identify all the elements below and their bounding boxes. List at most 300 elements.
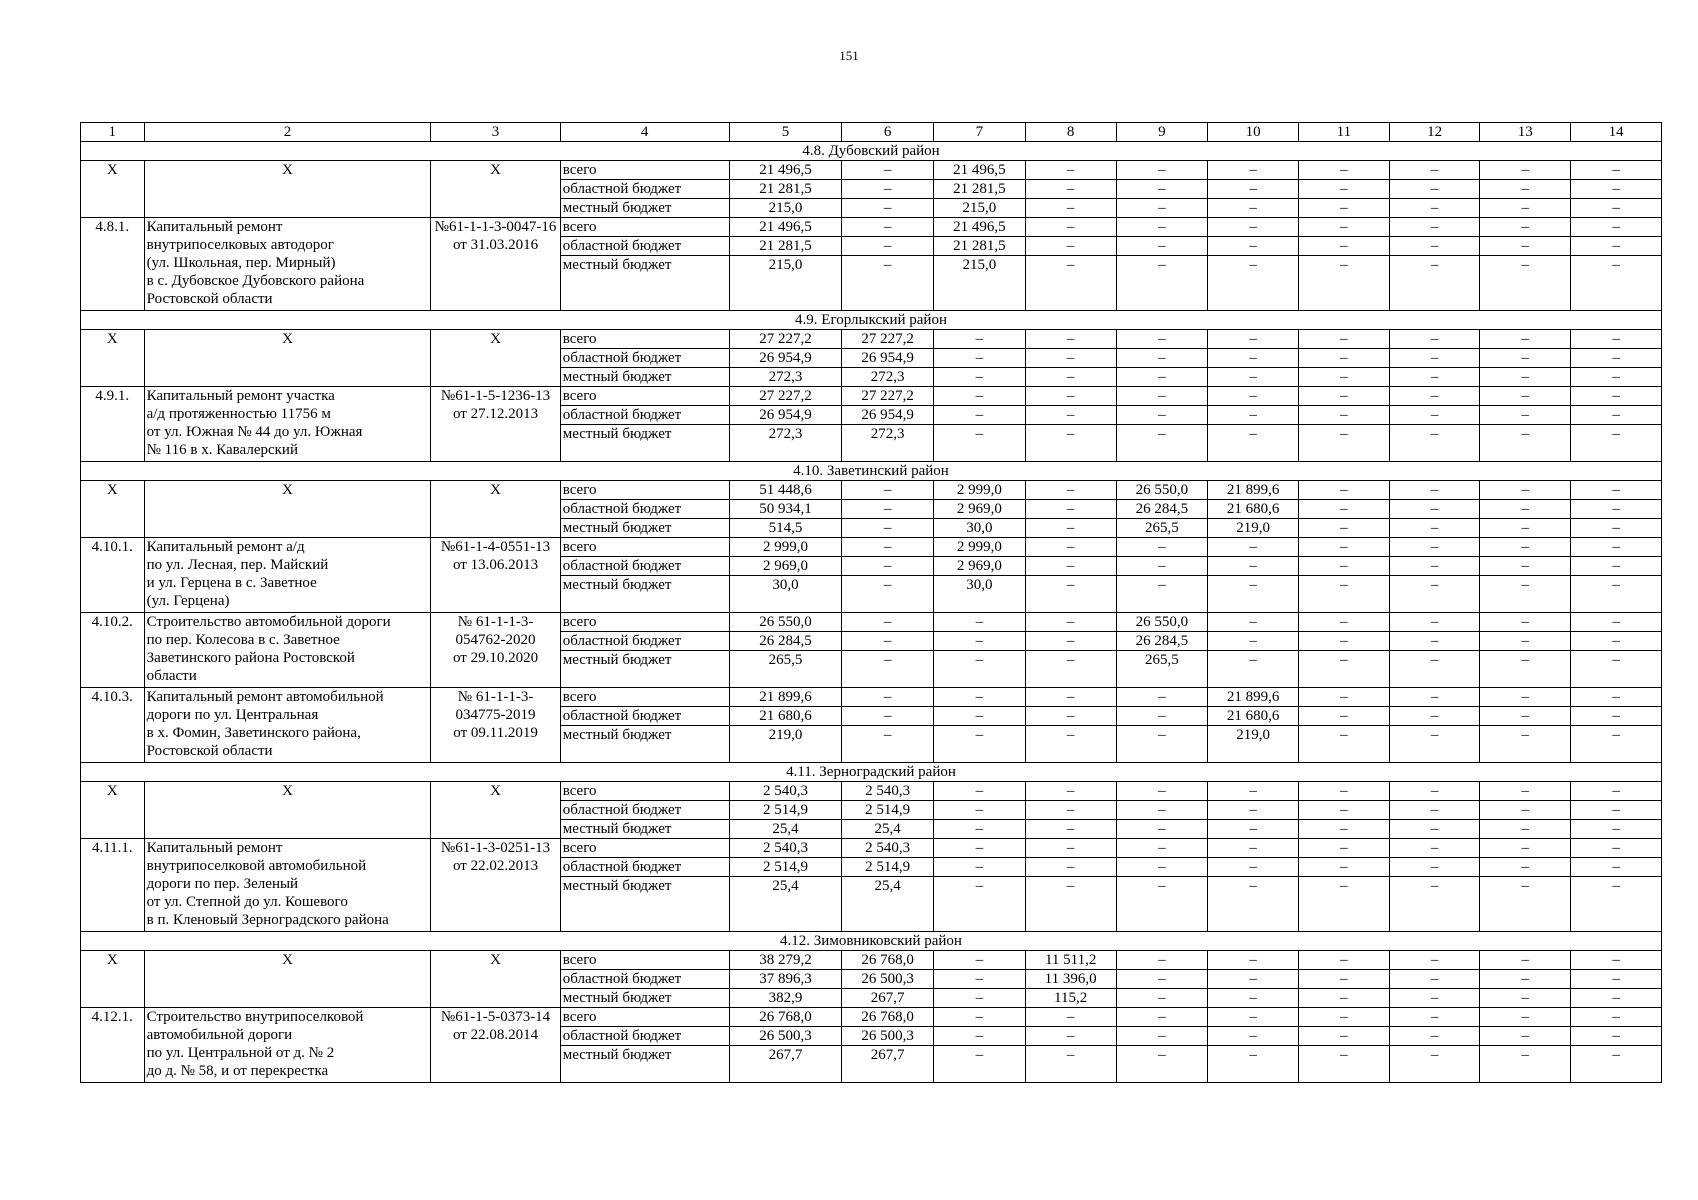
value-cell: 2 969,0 [934,557,1026,576]
value-cell: – [1025,387,1116,406]
value-cell: – [934,970,1026,989]
table-row [81,613,1662,632]
item-name-line: Х [282,331,293,347]
value-cell: 27 227,2 [842,387,934,406]
value-cell: – [1299,349,1390,368]
value-cell: – [1299,538,1390,557]
value-cell: – [1299,161,1390,180]
value-cell: – [1299,576,1390,613]
budget-source-label: областной бюджет [560,970,729,989]
value-cell: – [1389,237,1480,256]
value-cell: – [842,519,934,538]
value-cell: – [1208,576,1299,613]
value-cell: 219,0 [729,726,842,763]
value-cell: – [1480,425,1571,462]
value-cell: – [1571,557,1662,576]
item-number: 4.10.3. [81,688,145,763]
value-cell: – [1571,801,1662,820]
value-cell: – [1389,330,1480,349]
value-cell: – [1116,1027,1208,1046]
value-cell: – [1208,820,1299,839]
value-cell: – [934,651,1026,688]
value-cell: – [934,877,1026,932]
item-name-line: Х [282,952,293,968]
document-reference [431,481,560,538]
value-cell: – [1571,1008,1662,1027]
value-cell: – [1480,951,1571,970]
value-cell: 2 540,3 [842,782,934,801]
value-cell: – [1389,858,1480,877]
value-cell: – [1389,613,1480,632]
value-cell: – [842,481,934,500]
value-cell: – [1571,820,1662,839]
value-cell: – [1571,349,1662,368]
section-title: 4.10. Заветинский район [81,462,1662,481]
value-cell: – [1299,199,1390,218]
table-row [81,387,1662,406]
value-cell: – [842,613,934,632]
value-cell: – [1299,387,1390,406]
value-cell: – [1389,368,1480,387]
value-cell: – [1389,951,1480,970]
value-cell: – [1116,161,1208,180]
value-cell: – [1299,368,1390,387]
value-cell: – [1208,406,1299,425]
value-cell: – [1025,519,1116,538]
value-cell: 2 514,9 [842,858,934,877]
budget-source-label: всего [560,161,729,180]
value-cell: – [1480,877,1571,932]
value-cell: – [1025,688,1116,707]
value-cell: – [842,218,934,237]
column-header: 13 [1480,123,1571,142]
value-cell: – [1025,839,1116,858]
value-cell: – [1025,406,1116,425]
value-cell: – [1116,425,1208,462]
section-row [81,763,1662,782]
value-cell: – [1480,199,1571,218]
value-cell: – [1208,387,1299,406]
value-cell: – [1571,651,1662,688]
section-row [81,142,1662,161]
item-name [144,218,431,311]
value-cell: – [1208,651,1299,688]
value-cell: 26 500,3 [842,970,934,989]
document-reference [431,782,560,839]
document-reference-line: № 61-1-1-3- [457,614,534,630]
value-cell: – [934,632,1026,651]
value-cell: – [842,557,934,576]
value-cell: – [1299,256,1390,311]
value-cell: – [934,368,1026,387]
value-cell: – [1299,989,1390,1008]
item-number: 4.11.1. [81,839,145,932]
item-number: 4.12.1. [81,1008,145,1083]
item-name-line: дороги по ул. Центральная [146,707,319,723]
section-row [81,462,1662,481]
value-cell: – [842,500,934,519]
value-cell: – [1208,613,1299,632]
value-cell: – [1389,820,1480,839]
value-cell: – [842,576,934,613]
value-cell: 25,4 [842,877,934,932]
value-cell: – [1299,406,1390,425]
value-cell: – [1116,557,1208,576]
value-cell: 26 768,0 [842,1008,934,1027]
document-reference [431,330,560,387]
value-cell: – [1025,481,1116,500]
value-cell: – [934,858,1026,877]
item-name-line: Капитальный ремонт а/д [146,539,305,555]
value-cell: – [1299,632,1390,651]
section-title: 4.12. Зимовниковский район [81,932,1662,951]
value-cell: – [842,256,934,311]
value-cell: – [1480,820,1571,839]
value-cell: – [934,349,1026,368]
value-cell: – [842,651,934,688]
value-cell: – [1116,1046,1208,1083]
item-name-line: Х [282,783,293,799]
value-cell: – [842,161,934,180]
value-cell: – [1571,199,1662,218]
value-cell: – [1571,951,1662,970]
header-row [81,123,1662,142]
value-cell: – [1389,481,1480,500]
value-cell: – [1480,481,1571,500]
value-cell: – [1208,951,1299,970]
item-name [144,330,431,387]
budget-source-label: местный бюджет [560,820,729,839]
section-title: 4.11. Зерноградский район [81,763,1662,782]
value-cell: 26 954,9 [729,406,842,425]
value-cell: – [1571,1027,1662,1046]
item-name-line: в п. Кленовый Зерноградского района [146,912,389,928]
value-cell: – [1116,970,1208,989]
value-cell: – [1480,839,1571,858]
value-cell: 2 999,0 [729,538,842,557]
item-name-line: в с. Дубовское Дубовского района [146,273,365,289]
value-cell: – [1480,782,1571,801]
value-cell: – [1116,782,1208,801]
budget-source-label: всего [560,218,729,237]
value-cell: 26 550,0 [729,613,842,632]
value-cell: – [1571,726,1662,763]
value-cell: – [1389,500,1480,519]
value-cell: 514,5 [729,519,842,538]
table-row [81,951,1662,970]
value-cell: 26 768,0 [729,1008,842,1027]
value-cell: – [1025,368,1116,387]
value-cell: 27 227,2 [729,387,842,406]
document-reference-line: от 09.11.2019 [453,725,538,741]
value-cell: 2 999,0 [934,481,1026,500]
budget-source-label: местный бюджет [560,877,729,932]
value-cell: – [1571,613,1662,632]
value-cell: 38 279,2 [729,951,842,970]
section-title: 4.8. Дубовский район [81,142,1662,161]
value-cell: – [1571,519,1662,538]
value-cell: – [1389,387,1480,406]
value-cell: – [1571,387,1662,406]
value-cell: – [1208,557,1299,576]
value-cell: – [1025,500,1116,519]
value-cell: 21 680,6 [1208,500,1299,519]
item-name-line: в х. Фомин, Заветинского района, [146,725,361,741]
document-reference-line: №61-1-5-0373-14 [440,1009,551,1025]
value-cell: – [1025,858,1116,877]
value-cell: – [1025,632,1116,651]
value-cell: – [1571,368,1662,387]
column-header: 2 [144,123,431,142]
section-row [81,932,1662,951]
item-name-line: Строительство автомобильной дороги [146,614,391,630]
table-row [81,782,1662,801]
budget-source-label: областной бюджет [560,557,729,576]
budget-source-label: областной бюджет [560,1027,729,1046]
value-cell: – [1299,500,1390,519]
budget-source-label: местный бюджет [560,425,729,462]
document-reference [431,161,560,218]
budget-source-label: областной бюджет [560,801,729,820]
value-cell: 25,4 [729,820,842,839]
column-header: 5 [729,123,842,142]
value-cell: – [1299,858,1390,877]
value-cell: – [1389,970,1480,989]
budget-source-label: областной бюджет [560,180,729,199]
value-cell: – [1208,330,1299,349]
value-cell: 21 680,6 [729,707,842,726]
value-cell: – [842,237,934,256]
item-name [144,481,431,538]
value-cell: – [1208,256,1299,311]
item-name-line: по ул. Лесная, пер. Майский [146,557,329,573]
value-cell: – [1571,500,1662,519]
value-cell: – [1480,180,1571,199]
value-cell: – [1116,707,1208,726]
value-cell: – [934,1027,1026,1046]
value-cell: 30,0 [934,576,1026,613]
value-cell: 215,0 [729,199,842,218]
document-reference [431,839,560,932]
value-cell: – [1025,1046,1116,1083]
value-cell: – [1025,330,1116,349]
value-cell: – [1299,707,1390,726]
value-cell: – [1116,726,1208,763]
table-row [81,688,1662,707]
document-reference [431,613,560,688]
value-cell: – [1571,161,1662,180]
value-cell: – [1116,801,1208,820]
value-cell: – [1025,349,1116,368]
item-name-line: а/д протяженностью 11756 м [146,406,331,422]
value-cell: – [1116,877,1208,932]
budget-source-label: местный бюджет [560,989,729,1008]
value-cell: – [1299,218,1390,237]
document-reference-line: от 31.03.2016 [452,237,539,253]
value-cell: – [1480,688,1571,707]
value-cell: 26 500,3 [842,1027,934,1046]
value-cell: – [1116,199,1208,218]
value-cell: 26 284,5 [1116,632,1208,651]
table-row [81,218,1662,237]
value-cell: – [1571,632,1662,651]
value-cell: – [934,613,1026,632]
value-cell: 21 281,5 [934,237,1026,256]
item-name [144,613,431,688]
value-cell: – [1389,161,1480,180]
value-cell: – [842,707,934,726]
item-name [144,161,431,218]
item-name [144,782,431,839]
value-cell: 2 999,0 [934,538,1026,557]
value-cell: – [1480,500,1571,519]
value-cell: – [934,707,1026,726]
value-cell: – [1299,1046,1390,1083]
value-cell: 272,3 [842,368,934,387]
value-cell: – [1571,970,1662,989]
value-cell: – [1480,632,1571,651]
value-cell: – [1299,180,1390,199]
value-cell: – [934,801,1026,820]
item-name [144,951,431,1008]
value-cell: – [1571,538,1662,557]
value-cell: – [842,726,934,763]
value-cell: 50 934,1 [729,500,842,519]
value-cell: – [1480,368,1571,387]
value-cell: 26 550,0 [1116,481,1208,500]
value-cell: – [1025,613,1116,632]
budget-source-label: областной бюджет [560,858,729,877]
value-cell: 215,0 [934,199,1026,218]
value-cell: – [1025,425,1116,462]
value-cell: – [1571,425,1662,462]
value-cell: 265,5 [1116,519,1208,538]
value-cell: – [1389,1027,1480,1046]
value-cell: – [1208,989,1299,1008]
item-name-line: внутрипоселковой автомобильной [146,858,367,874]
value-cell: – [1208,199,1299,218]
value-cell: – [1299,651,1390,688]
budget-source-label: местный бюджет [560,651,729,688]
value-cell: – [934,782,1026,801]
value-cell: 265,5 [1116,651,1208,688]
value-cell: – [1299,877,1390,932]
item-name-line: по ул. Центральной от д. № 2 [146,1045,335,1061]
value-cell: – [1571,1046,1662,1083]
budget-source-label: областной бюджет [560,632,729,651]
value-cell: – [1480,651,1571,688]
column-header: 9 [1116,123,1208,142]
value-cell: 26 550,0 [1116,613,1208,632]
value-cell: 26 284,5 [729,632,842,651]
document-reference-line: от 13.06.2013 [452,557,539,573]
value-cell: – [1025,256,1116,311]
value-cell: – [1571,858,1662,877]
item-name-line: от ул. Южная № 44 до ул. Южная [146,424,363,440]
value-cell: – [1571,330,1662,349]
value-cell: – [1208,801,1299,820]
value-cell: – [1299,425,1390,462]
value-cell: – [842,538,934,557]
value-cell: – [1480,218,1571,237]
value-cell: – [1025,180,1116,199]
document-reference-line: от 27.12.2013 [452,406,539,422]
value-cell: – [1480,707,1571,726]
document-reference [431,951,560,1008]
value-cell: – [1116,180,1208,199]
value-cell: – [1571,406,1662,425]
budget-table [80,122,1662,1083]
item-name-line: (ул. Школьная, пер. Мирный) [146,255,336,271]
value-cell: – [1571,576,1662,613]
value-cell: – [934,839,1026,858]
value-cell: – [1025,726,1116,763]
value-cell: – [842,180,934,199]
value-cell: – [1480,989,1571,1008]
value-cell: 21 496,5 [934,161,1026,180]
item-name [144,688,431,763]
value-cell: – [1299,519,1390,538]
budget-source-label: всего [560,782,729,801]
value-cell: – [1299,237,1390,256]
value-cell: – [1025,820,1116,839]
value-cell: – [1571,782,1662,801]
value-cell: – [1389,1046,1480,1083]
value-cell: 27 227,2 [729,330,842,349]
value-cell: – [1025,1027,1116,1046]
value-cell: 26 954,9 [729,349,842,368]
value-cell: – [934,726,1026,763]
value-cell: – [1389,707,1480,726]
value-cell: – [1389,180,1480,199]
value-cell: – [1116,989,1208,1008]
value-cell: – [1299,820,1390,839]
item-name-line: Строительство внутрипоселковой [146,1009,364,1025]
value-cell: – [1299,1027,1390,1046]
value-cell: – [1480,1008,1571,1027]
item-number: Х [81,782,145,839]
value-cell: – [1299,782,1390,801]
value-cell: – [1116,1008,1208,1027]
value-cell: – [1116,538,1208,557]
value-cell: – [1480,557,1571,576]
value-cell: – [1208,1046,1299,1083]
column-header: 6 [842,123,934,142]
value-cell: – [1299,951,1390,970]
value-cell: – [1389,519,1480,538]
value-cell: – [1208,858,1299,877]
value-cell: – [1299,613,1390,632]
item-number: 4.8.1. [81,218,145,311]
value-cell: – [1116,406,1208,425]
value-cell: – [1116,368,1208,387]
document-reference-line: 054762-2020 [455,632,536,648]
value-cell: – [1116,858,1208,877]
value-cell: – [1299,557,1390,576]
document-reference-line: №61-1-1-3-0047-16 [434,219,557,235]
value-cell: 115,2 [1025,989,1116,1008]
value-cell: 26 768,0 [842,951,934,970]
value-cell: – [1571,180,1662,199]
value-cell: – [1389,726,1480,763]
value-cell: – [1025,707,1116,726]
document-reference-line: №61-1-3-0251-13 [440,840,551,856]
value-cell: – [842,199,934,218]
value-cell: – [1025,538,1116,557]
item-name [144,387,431,462]
column-header: 3 [431,123,560,142]
value-cell: – [1116,256,1208,311]
